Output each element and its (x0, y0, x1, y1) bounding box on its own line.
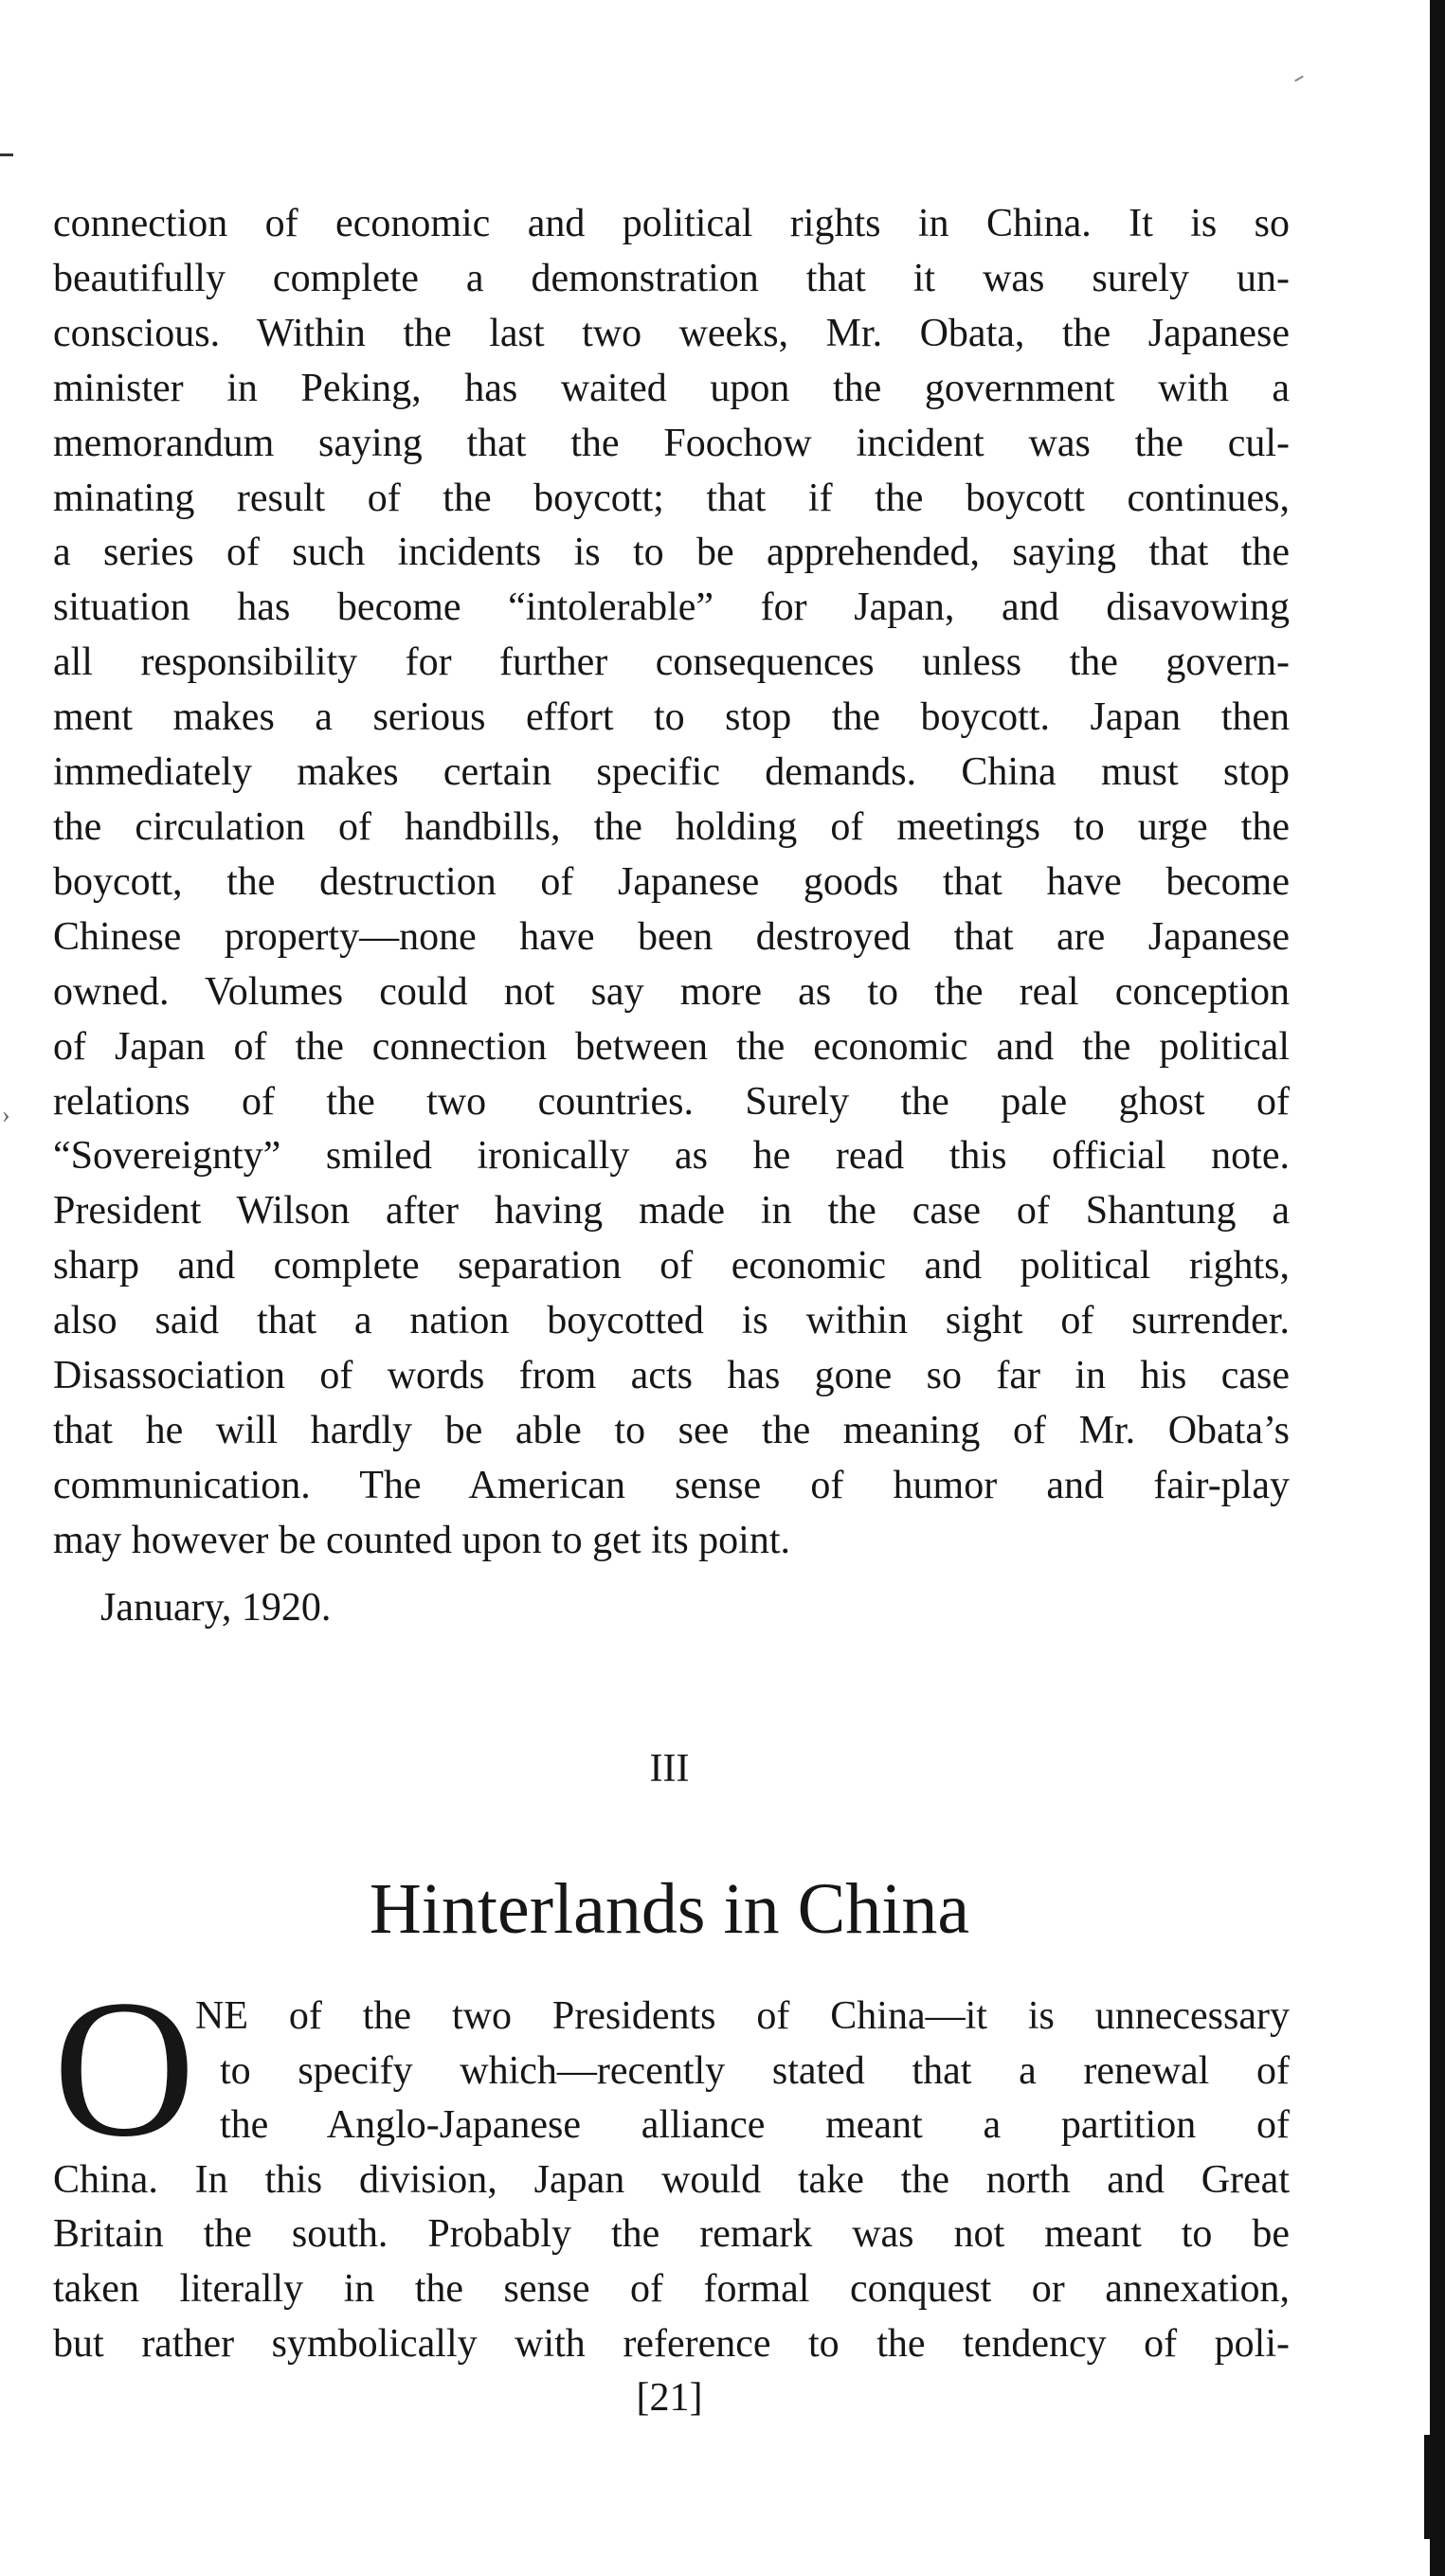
chapter-title: Hinterlands in China (369, 1869, 970, 1949)
text-line: immediately makes certain specific demands. China must stop (53, 750, 1290, 795)
margin-mark: › (2, 1101, 10, 1128)
text-line: the circulation of handbills, the holding of meetings to urge the (53, 804, 1290, 849)
text-line: of Japan of the connection between the economic and the political (53, 1024, 1290, 1069)
text-line: Britain the south. Probably the remark was not meant to be (53, 2212, 1290, 2257)
text-line: ment makes a serious effort to stop the boycott. Japan then (53, 695, 1290, 740)
section-number: III (649, 1747, 690, 1791)
page-edge-notch (1424, 2435, 1430, 2539)
dateline: January, 1920. (100, 1586, 332, 1630)
scan-mark (1294, 76, 1304, 82)
text-line: the Anglo-Japanese alliance meant a partition of (220, 2103, 1290, 2148)
text-line: owned. Volumes could not say more as to the real conception (53, 969, 1290, 1014)
margin-tick (0, 153, 13, 156)
text-line: conscious. Within the last two weeks, Mr. Obata, the Japanese (53, 311, 1290, 355)
text-line: President Wilson after having made in the case of Shantung a (53, 1189, 1290, 1234)
text-line: Disassociation of words from acts has gone so far in his case (53, 1354, 1290, 1398)
text-line: may however be counted upon to get its point. (53, 1518, 791, 1562)
text-line: China. In this division, Japan would take the north and Great (53, 2157, 1290, 2202)
text-line: sharp and complete separation of economic and political rights, (53, 1244, 1290, 1288)
page-number: [21] (636, 2376, 703, 2420)
opening-paragraph (53, 1990, 1290, 2371)
text-line: Chinese property—none have been destroyed that are Japanese (53, 914, 1290, 959)
text-line: to specify which—recently stated that a renewal of (220, 2048, 1290, 2093)
text-line: memorandum saying that the Foochow incident was the cul- (53, 421, 1290, 465)
text-line: minister in Peking, has waited upon the government with a (53, 366, 1290, 410)
text-line: taken literally in the sense of formal conquest or annexation, (53, 2266, 1290, 2311)
text-line: but rather symbolically with reference to the tendency of poli- (53, 2321, 1290, 2366)
text-line: all responsibility for further consequences unless the govern- (53, 640, 1290, 685)
text-line: relations of the two countries. Surely the pale ghost of (53, 1079, 1290, 1124)
drop-cap: O (53, 1959, 196, 2177)
text-line: connection of economic and political rights in China. It is so (53, 202, 1290, 245)
text-line: also said that a nation boycotted is within sight of surrender. (53, 1299, 1290, 1343)
text-line: that he will hardly be able to see the meaning of Mr. Obata’s (53, 1408, 1290, 1452)
text-line: situation has become “intolerable” for Japan, and disavowing (53, 585, 1290, 630)
text-line: beautifully complete a demonstration that it was surely un- (53, 256, 1290, 300)
text-line: boycott, the destruction of Japanese goods that have become (53, 859, 1290, 904)
text-line: “Sovereignty” smiled ironically as he read this official note. (53, 1134, 1290, 1179)
text-line: minating result of the boycott; that if the boycott continues, (53, 476, 1290, 520)
body-paragraph (53, 197, 1290, 1569)
text-line: communication. The American sense of humor and fair-play (53, 1463, 1290, 1507)
page-edge (1430, 0, 1445, 2576)
text-line: NE of the two Presidents of China—it is unnecessary (195, 1994, 1290, 2038)
text-line: a series of such incidents is to be apprehended, saying that the (53, 531, 1290, 575)
